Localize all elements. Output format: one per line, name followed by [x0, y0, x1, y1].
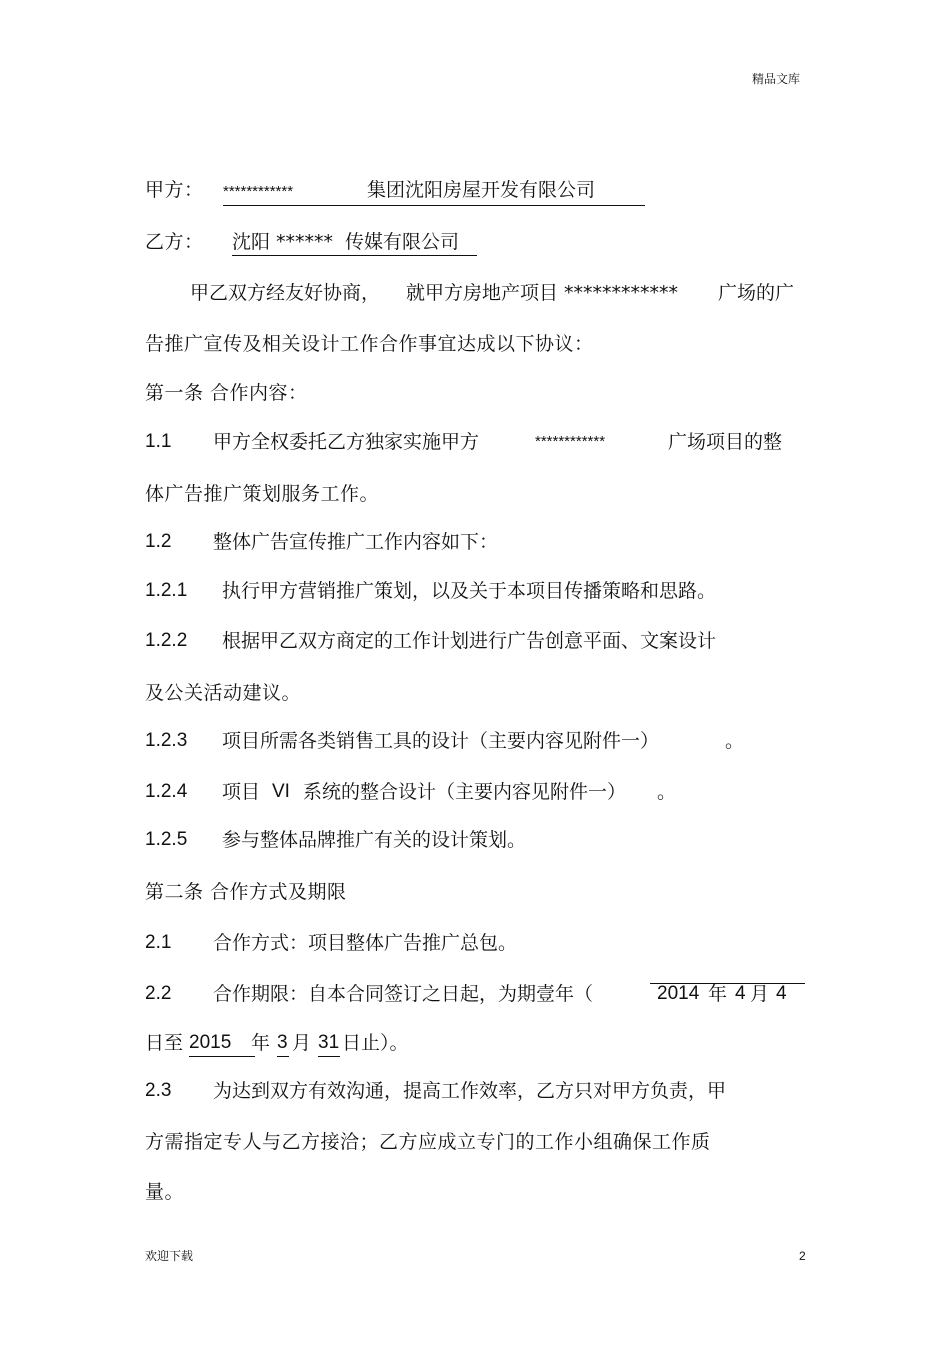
section-1-2-3-end: 。 [725, 730, 745, 752]
header-title: 精品文库 [752, 72, 801, 86]
footer-page-number: 2 [799, 1249, 806, 1263]
start-month-unit: 月 [750, 983, 770, 1005]
section-1-2-2-number: 1.2.2 [145, 630, 188, 651]
end-day: 31 [318, 1031, 340, 1057]
section-2-3-text: 为达到双方有效沟通，提高工作效率，乙方只对甲方负责，甲 [213, 1080, 727, 1102]
section-1-1-text-b: 广场项目的整 [668, 431, 783, 453]
section-1-2-text: 整体广告宣传推广工作内容如下： [213, 531, 499, 553]
section-1-2-2-continuation: 及公关活动建议。 [145, 682, 302, 704]
section-1-2-4-text-b: 系统的整合设计（主要内容见附件一） [303, 781, 627, 803]
section-1-2-1-number: 1.2.1 [145, 580, 188, 601]
intro-part-a: 甲乙双方经友好协商， [190, 282, 381, 304]
party-b-name-field [232, 230, 477, 256]
section-1-1-mask: ************ [535, 433, 606, 450]
section-2-2-text: 合作期限：自本合同签订之日起，为期壹年（ [213, 983, 594, 1005]
section-1-2-number: 1.2 [145, 531, 172, 552]
section-2-2-number: 2.2 [145, 983, 172, 1004]
section-1-1-continuation: 体广告推广策划服务工作。 [145, 483, 380, 505]
start-day: 4 [776, 983, 787, 1004]
section-1-1-text-a: 甲方全权委托乙方独家实施甲方 [213, 431, 480, 453]
section-1-2-4-number: 1.2.4 [145, 781, 188, 802]
intro-part-c: 广场的广 [718, 282, 795, 304]
party-a-name-rest: 集团沈阳房屋开发有限公司 [367, 179, 596, 201]
section-2-3-continuation-2: 量。 [145, 1181, 185, 1203]
section-2-1-text: 合作方式：项目整体广告推广总包。 [213, 932, 518, 954]
party-b-name-a: 沈阳 ****** [232, 231, 334, 253]
party-a-name-field [223, 178, 645, 206]
party-b-line [145, 230, 204, 254]
footer-left: 欢迎下载 [145, 1249, 194, 1263]
date-range-line [145, 1031, 645, 1057]
article-2-title: 第二条 合作方式及期限 [145, 881, 347, 903]
section-1-2-4-text-a: 项目 [222, 781, 261, 803]
section-1-2-5-number: 1.2.5 [145, 829, 188, 850]
end-month-unit: 月 [292, 1032, 312, 1054]
start-month: 4 [735, 983, 746, 1004]
section-1-2-4-end: 。 [657, 781, 677, 803]
start-date-field [650, 982, 805, 1005]
party-a-label: 甲方： [145, 179, 204, 201]
party-b-label: 乙方： [145, 231, 204, 253]
start-year-unit: 年 [708, 983, 728, 1005]
section-2-3-number: 2.3 [145, 1080, 172, 1101]
article-1-title: 第一条 合作内容： [145, 382, 308, 404]
date-range-ri-zhi: 日至 [145, 1032, 184, 1054]
intro-line-2: 告推广宣传及相关设计工作合作事宜达成以下协议： [145, 333, 594, 355]
section-1-2-3-number: 1.2.3 [145, 730, 188, 751]
party-b-name-b: 传媒有限公司 [345, 231, 460, 253]
end-year-unit: 年 [251, 1032, 271, 1054]
date-range-tail: 日止）。 [342, 1032, 409, 1054]
section-2-1-number: 2.1 [145, 932, 172, 953]
section-1-1-number: 1.1 [145, 431, 172, 452]
party-a-name-mask: ************ [223, 183, 294, 200]
section-1-2-5-text: 参与整体品牌推广有关的设计策划。 [222, 829, 527, 851]
section-2-3-continuation-1: 方需指定专人与乙方接洽；乙方应成立专门的工作小组确保工作质 [145, 1131, 711, 1153]
intro-part-b: 就甲方房地产项目 ************ [406, 282, 679, 304]
section-1-2-2-text: 根据甲乙双方商定的工作计划进行广告创意平面、文案设计 [222, 630, 717, 652]
start-year: 2014 [657, 983, 700, 1004]
section-1-2-3-text: 项目所需各类销售工具的设计（主要内容见附件一） [222, 730, 660, 752]
end-month: 3 [277, 1031, 289, 1057]
party-a-line [145, 178, 204, 202]
section-1-2-4-vi: VI [272, 781, 290, 802]
end-year: 2015 [189, 1031, 255, 1057]
section-1-2-1-text: 执行甲方营销推广策划，以及关于本项目传播策略和思路。 [222, 580, 717, 602]
